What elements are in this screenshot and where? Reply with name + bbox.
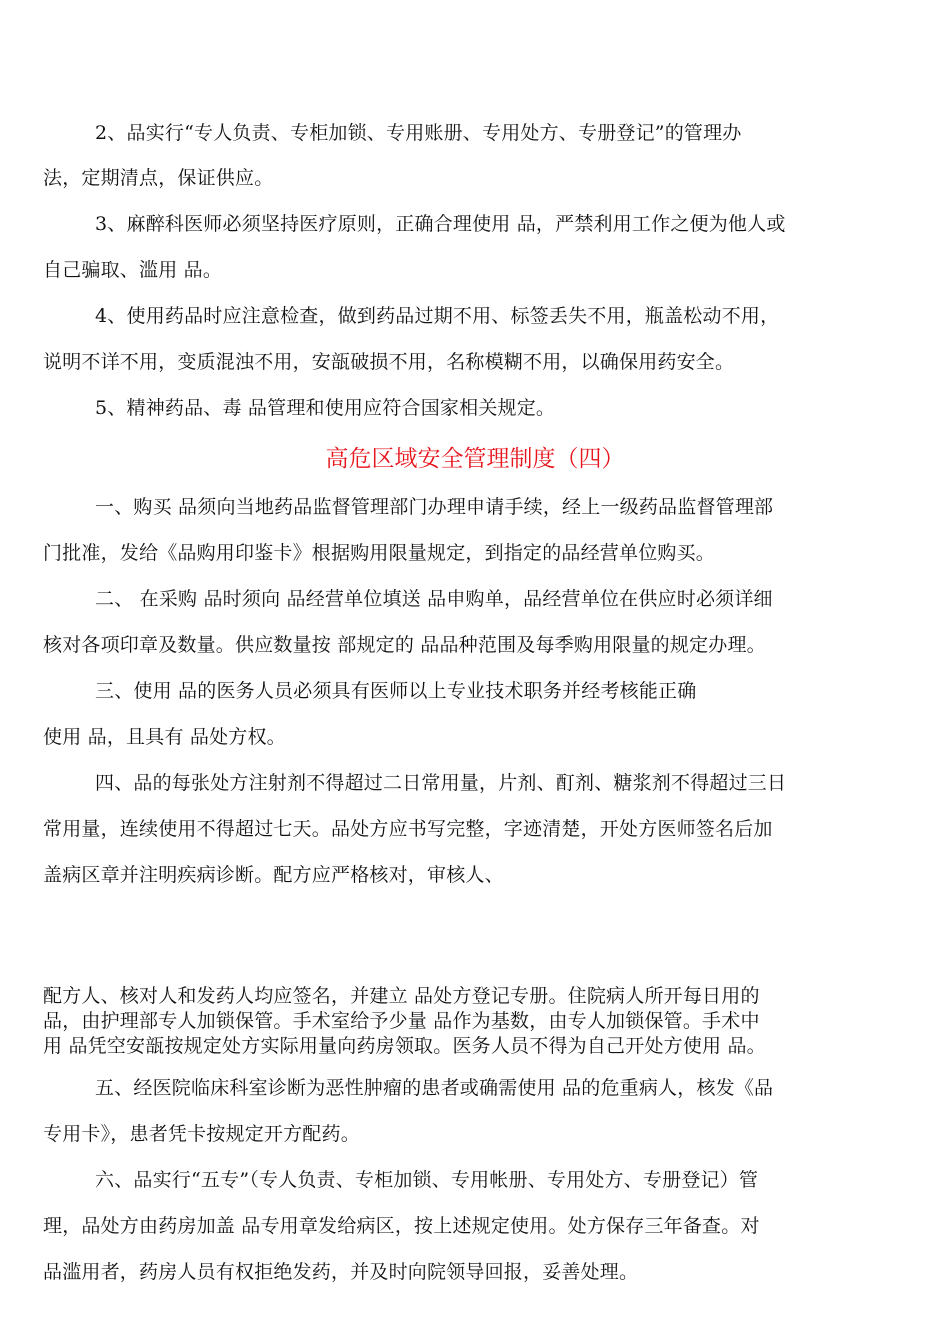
item-4-line-6: 用 品凭空安瓿按规定处方实际用量向药房领取。医务人员不得为自己开处方使用 品。 [43,1035,766,1057]
paragraph-3-line-2: 自己骗取、滥用 品。 [43,259,223,281]
item-1-line-1: 一、购买 品须向当地药品监督管理部门办理申请手续，经上一级药品监督管理部 [95,496,774,518]
section-title: 高危区域安全管理制度（四） [325,446,625,472]
item-4-line-3: 盖病区章并注明疾病诊断。配方应严格核对，审核人、 [43,864,504,886]
item-4-line-2: 常用量，连续使用不得超过七天。品处方应书写完整，字迹清楚，开处方医师签名后加 [43,818,773,840]
item-3-line-2: 使用 品，且具有 品处方权。 [43,726,286,748]
item-6-line-2: 理，品处方由药房加盖 品专用章发给病区，按上述规定使用。处方保存三年备查。对 [43,1215,760,1237]
item-6-line-3: 品滥用者，药房人员有权拒绝发药，并及时向院领导回报，妥善处理。 [43,1261,639,1283]
item-4-line-4: 配方人、核对人和发药人均应签名，并建立 品处方登记专册。住院病人所开每日用的 [43,985,760,1007]
paragraph-3-line-1: 3、麻醉科医师必须坚持医疗原则，正确合理使用 品，严禁利用工作之便为他人或 [95,213,786,235]
paragraph-2-line-2: 法，定期清点，保证供应。 [43,167,274,189]
item-3-line-1: 三、使用 品的医务人员必须具有医师以上专业技术职务并经考核能正确 [95,680,697,702]
item-5-line-1: 五、经医院临床科室诊断为恶性肿瘤的患者或确需使用 品的危重病人，核发《品 [95,1077,774,1099]
item-2-line-1: 二、 在采购 品时须向 品经营单位填送 品申购单，品经营单位在供应时必须详细 [95,588,773,610]
item-5-line-2: 专用卡》，患者凭卡按规定开方配药。 [43,1123,360,1145]
paragraph-4-line-2: 说明不详不用，变质混浊不用，安瓿破损不用，名称模糊不用，以确保用药安全。 [43,351,735,373]
paragraph-2-line-1: 2、品实行“专人负责、专柜加锁、专用账册、专用处方、专册登记”的管理办 [95,122,742,144]
item-4-line-5: 品，由护理部专人加锁保管。手术室给予少量 品作为基数，由专人加锁保管。手术中 [43,1010,760,1032]
item-6-line-1: 六、品实行“五专”（专人负责、专柜加锁、专用帐册、专用处方、专册登记）管 [95,1169,759,1191]
item-1-line-2: 门批准，发给《品购用印鉴卡》根据购用限量规定，到指定的品经营单位购买。 [43,542,716,564]
item-2-line-2: 核对各项印章及数量。供应数量按 部规定的 品品种范围及每季购用限量的规定办理。 [43,634,766,656]
item-4-line-1: 四、品的每张处方注射剂不得超过二日常用量，片剂、酊剂、糖浆剂不得超过三日 [95,772,787,794]
paragraph-5-line-1: 5、精神药品、毒 品管理和使用应符合国家相关规定。 [95,397,556,419]
paragraph-4-line-1: 4、使用药品时应注意检查，做到药品过期不用、标签丢失不用，瓶盖松动不用， [95,305,780,327]
